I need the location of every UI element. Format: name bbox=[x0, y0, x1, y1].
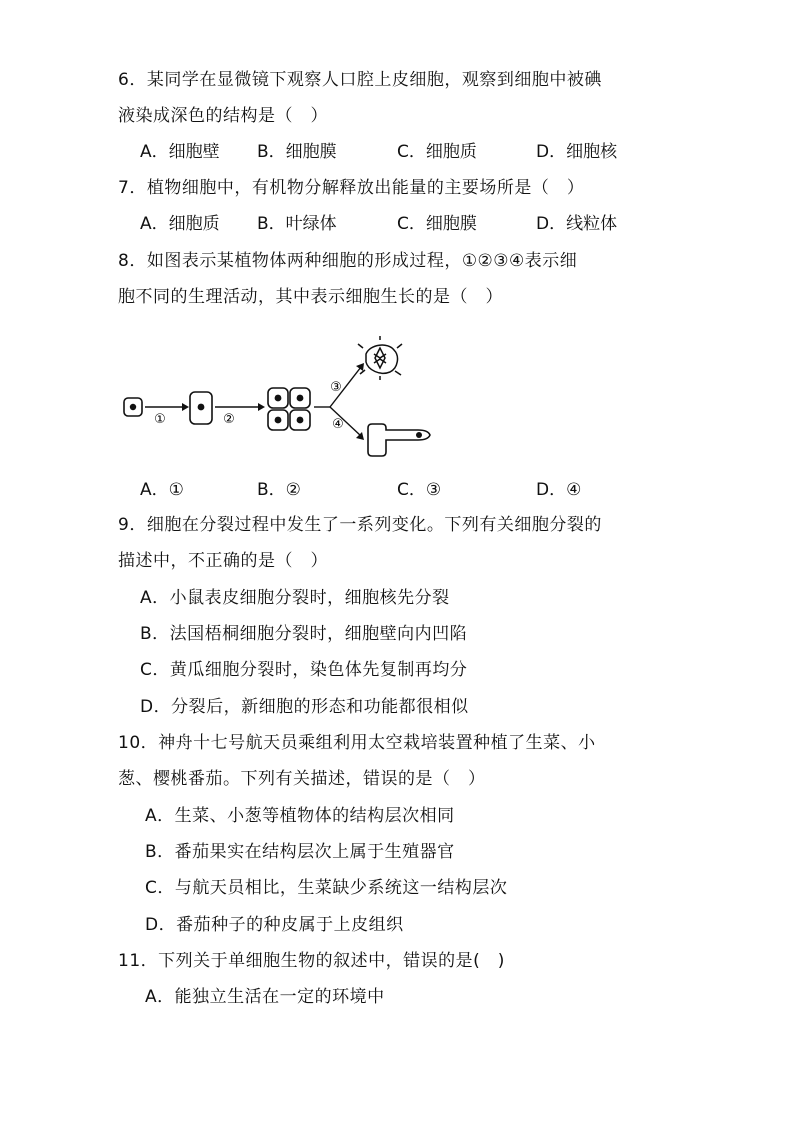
q8-options bbox=[140, 479, 660, 501]
q9-option-b[interactable]: B．法国梧桐细胞分裂时，细胞壁向内凹陷 bbox=[140, 624, 468, 644]
q7-option-c[interactable]: C．细胞膜 bbox=[397, 214, 477, 234]
q6-option-b[interactable]: B．细胞膜 bbox=[257, 142, 337, 162]
q10-option-a[interactable]: A．生菜、小葱等植物体的结构层次相同 bbox=[145, 806, 455, 826]
arrow-1-head-icon bbox=[182, 403, 189, 411]
guard-cell-icon bbox=[358, 336, 402, 380]
cell-formation-diagram bbox=[118, 336, 448, 462]
arrow-3-head-icon bbox=[356, 363, 364, 371]
q10-option-c[interactable]: C．与航天员相比，生菜缺少系统这一结构层次 bbox=[145, 878, 508, 898]
q10-option-b[interactable]: B．番茄果实在结构层次上属于生殖器官 bbox=[145, 842, 455, 862]
q7-options bbox=[140, 213, 660, 235]
q10-option-d[interactable]: D．番茄种子的种皮属于上皮组织 bbox=[145, 915, 404, 935]
q6-option-d[interactable]: D．细胞核 bbox=[536, 142, 618, 162]
q8-line-1: 8．如图表示某植物体两种细胞的形成过程，①②③④表示细 bbox=[118, 251, 578, 271]
label-1: ① bbox=[154, 412, 166, 427]
q9-line-1: 9．细胞在分裂过程中发生了一系列变化。下列有关细胞分裂的 bbox=[118, 515, 602, 535]
q9-line-2: 描述中，不正确的是（ ） bbox=[118, 551, 328, 571]
q11-option-a[interactable]: A．能独立生活在一定的环境中 bbox=[145, 987, 385, 1007]
label-2: ② bbox=[223, 412, 235, 427]
q9-option-d[interactable]: D．分裂后，新细胞的形态和功能都很相似 bbox=[140, 697, 469, 717]
q6-line-2: 液染成深色的结构是（ ） bbox=[118, 106, 328, 126]
q8-option-d[interactable]: D．④ bbox=[536, 480, 582, 500]
divided-cells-icon bbox=[268, 388, 310, 430]
q11-line-1: 11．下列关于单细胞生物的叙述中，错误的是( ) bbox=[118, 951, 505, 971]
label-4: ④ bbox=[332, 417, 344, 432]
initial-cell-nucleus-icon bbox=[130, 404, 136, 410]
q10-line-1: 10．神舟十七号航天员乘组利用太空栽培装置种植了生菜、小 bbox=[118, 733, 596, 753]
q7-option-a[interactable]: A．细胞质 bbox=[140, 214, 220, 234]
q6-option-a[interactable]: A．细胞壁 bbox=[140, 142, 220, 162]
q9-option-c[interactable]: C．黄瓜细胞分裂时，染色体先复制再均分 bbox=[140, 660, 468, 680]
q8-option-b[interactable]: B．② bbox=[257, 480, 301, 500]
root-hair-cell-icon bbox=[368, 424, 430, 456]
q6-options bbox=[140, 141, 660, 163]
q8-line-2: 胞不同的生理活动，其中表示细胞生长的是（ ） bbox=[118, 287, 503, 307]
q8-option-c[interactable]: C．③ bbox=[397, 480, 442, 500]
q10-line-2: 葱、樱桃番茄。下列有关描述，错误的是（ ） bbox=[118, 769, 486, 789]
q9-option-a[interactable]: A．小鼠表皮细胞分裂时，细胞核先分裂 bbox=[140, 588, 450, 608]
q7-line-1: 7．植物细胞中，有机物分解释放出能量的主要场所是（ ） bbox=[118, 178, 585, 198]
q7-option-b[interactable]: B．叶绿体 bbox=[257, 214, 337, 234]
q6-option-c[interactable]: C．细胞质 bbox=[397, 142, 477, 162]
arrow-2-head-icon bbox=[258, 403, 265, 411]
q7-option-d[interactable]: D．线粒体 bbox=[536, 214, 618, 234]
q6-line-1: 6．某同学在显微镜下观察人口腔上皮细胞，观察到细胞中被碘 bbox=[118, 70, 602, 90]
grown-cell-nucleus-icon bbox=[198, 404, 205, 411]
label-3: ③ bbox=[330, 380, 342, 395]
q8-option-a[interactable]: A．① bbox=[140, 480, 184, 500]
